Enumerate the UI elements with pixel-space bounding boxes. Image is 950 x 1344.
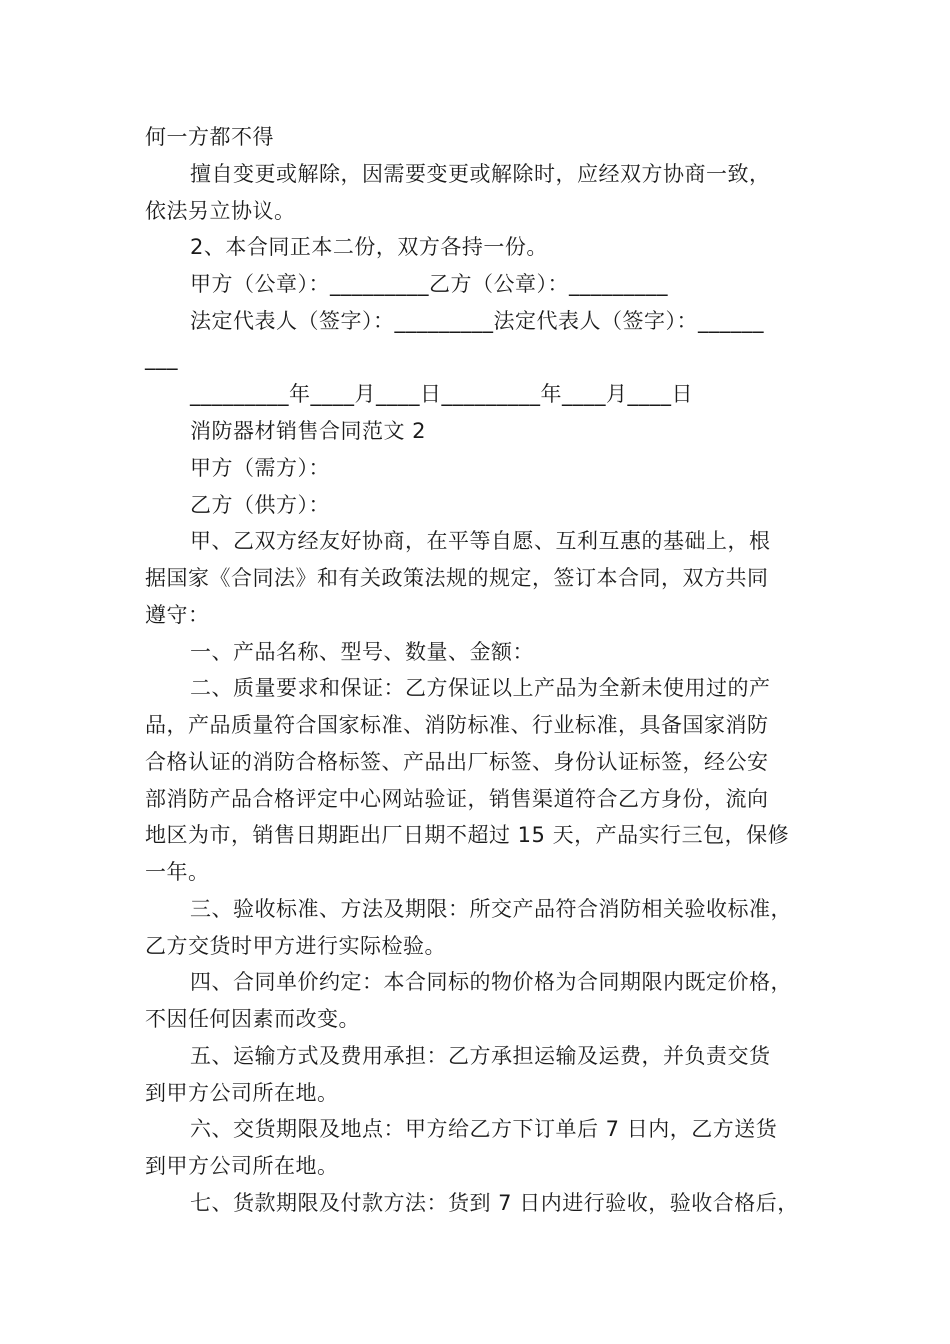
signature-line-seal: 甲方（公章）：_________乙方（公章）：_________ bbox=[190, 272, 668, 296]
text-line: 合格认证的消防合格标签、产品出厂标签、身份认证标签，经公安 bbox=[145, 750, 769, 774]
text-line: 部消防产品合格评定中心网站验证，销售渠道符合乙方身份，流向 bbox=[145, 787, 769, 811]
text-line: 六、交货期限及地点：甲方给乙方下订单后 7 日内，乙方送货 bbox=[190, 1117, 778, 1141]
text-line: 到甲方公司所在地。 bbox=[145, 1154, 339, 1178]
text-line: 依法另立协议。 bbox=[145, 199, 296, 223]
text-line: 乙方交货时甲方进行实际检验。 bbox=[145, 934, 446, 958]
text-line: 甲方（需方）： bbox=[190, 456, 330, 480]
text-line: 五、运输方式及费用承担：乙方承担运输及运费，并负责交货 bbox=[190, 1044, 771, 1068]
text-line: 三、验收标准、方法及期限：所交产品符合消防相关验收标准， bbox=[190, 897, 792, 921]
text-line: 遵守： bbox=[145, 603, 210, 627]
text-line: 擅自变更或解除，因需要变更或解除时，应经双方协商一致， bbox=[190, 162, 771, 186]
date-line: _________年____月____日_________年____月____日 bbox=[190, 382, 693, 406]
text-line: 四、合同单价约定：本合同标的物价格为合同期限内既定价格， bbox=[190, 970, 792, 994]
signature-line-representative: 法定代表人（签字）：_________法定代表人（签字）：______ bbox=[190, 309, 764, 333]
text-line: ___ bbox=[145, 346, 178, 370]
text-line: 何一方都不得 bbox=[145, 125, 274, 149]
section-title: 消防器材销售合同范文 2 bbox=[190, 419, 427, 443]
text-line: 品，产品质量符合国家标准、消防标准、行业标准，具备国家消防 bbox=[145, 713, 769, 737]
text-line: 据国家《合同法》和有关政策法规的规定，签订本合同，双方共同 bbox=[145, 566, 769, 590]
text-line: 地区为市，销售日期距出厂日期不超过 15 天，产品实行三包，保修 bbox=[145, 823, 790, 847]
text-line: 二、质量要求和保证：乙方保证以上产品为全新未使用过的产 bbox=[190, 676, 771, 700]
text-line: 不因任何因素而改变。 bbox=[145, 1007, 360, 1031]
text-line: 甲、乙双方经友好协商，在平等自愿、互利互惠的基础上，根 bbox=[190, 529, 771, 553]
text-line: 一、产品名称、型号、数量、金额： bbox=[190, 640, 534, 664]
text-line: 乙方（供方）： bbox=[190, 493, 330, 517]
text-line: 一年。 bbox=[145, 860, 210, 884]
text-line: 2、本合同正本二份，双方各持一份。 bbox=[190, 235, 548, 259]
text-line: 到甲方公司所在地。 bbox=[145, 1081, 339, 1105]
text-line: 七、货款期限及付款方法：货到 7 日内进行验收，验收合格后， bbox=[190, 1191, 799, 1215]
